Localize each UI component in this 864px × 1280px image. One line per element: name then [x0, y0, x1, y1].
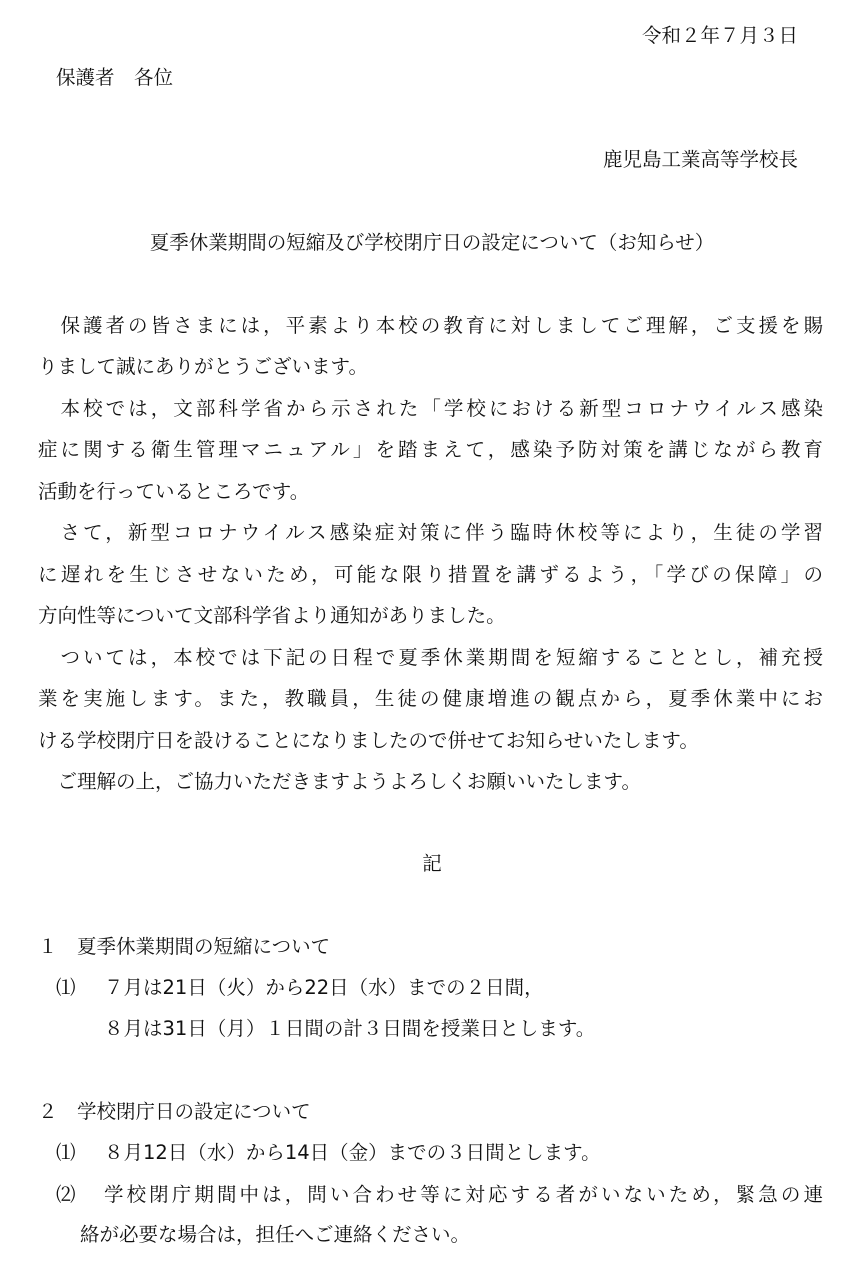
item-line: 学校閉庁期間中は，問い合わせ等に対応する者がいないため，緊急の連 [104, 1183, 823, 1206]
sender: 鹿児島工業高等学校長 [602, 148, 798, 171]
body-line: 症に関する衛生管理マニュアル」を踏まえて，感染予防対策を講じながら教育 [38, 438, 823, 461]
document-title: 夏季休業期間の短縮及び学校閉庁日の設定について（お知らせ） [149, 231, 715, 254]
section-heading: ２ 学校閉庁日の設定について [38, 1100, 311, 1123]
body-line: さて，新型コロナウイルス感染症対策に伴う臨時休校等により，生徒の学習 [38, 521, 823, 544]
body-line: ける学校閉庁日を設けることになりましたので併せてお知らせいたします。 [38, 729, 699, 752]
body-line: に遅れを生じさせないため，可能な限り措置を講ずるよう，「学びの保障」の [38, 563, 823, 586]
body-line: 方向性等について文部科学省より通知がありました。 [38, 604, 506, 627]
body-line: 業を実施します。また，教職員，生徒の健康増進の観点から，夏季休業中にお [38, 687, 823, 710]
body-line: ついては，本校では下記の日程で夏季休業期間を短縮することとし，補充授 [38, 646, 823, 669]
item-number: ⑴ [56, 976, 76, 999]
item-line: ７月は21日（火）から22日（水）までの２日間， [104, 976, 544, 999]
ki-marker: 記 [422, 852, 442, 875]
body-line: りまして誠にありがとうございます。 [38, 355, 368, 378]
body-line: 保護者の皆さまには，平素より本校の教育に対しましてご理解，ご支援を賜 [38, 314, 823, 337]
issue-date: 令和２年７月３日 [641, 24, 798, 47]
body-line: 本校では，文部科学省から示された「学校における新型コロナウイルス感染 [38, 397, 823, 420]
body-line: 活動を行っているところです。 [38, 480, 310, 503]
item-number: ⑵ [56, 1183, 76, 1206]
body-line: ご理解の上，ご協力いただきますようよろしくお願いいたします。 [38, 770, 641, 793]
item-line: ８月は31日（月）１日間の計３日間を授業日とします。 [104, 1017, 596, 1040]
section-heading: １ 夏季休業期間の短縮について [38, 935, 331, 958]
item-line: ８月12日（水）から14日（金）までの３日間とします。 [104, 1141, 601, 1164]
addressee: 保護者 各位 [56, 66, 174, 89]
item-line: 絡が必要な場合は，担任へご連絡ください。 [80, 1223, 471, 1246]
item-number: ⑴ [56, 1141, 76, 1164]
